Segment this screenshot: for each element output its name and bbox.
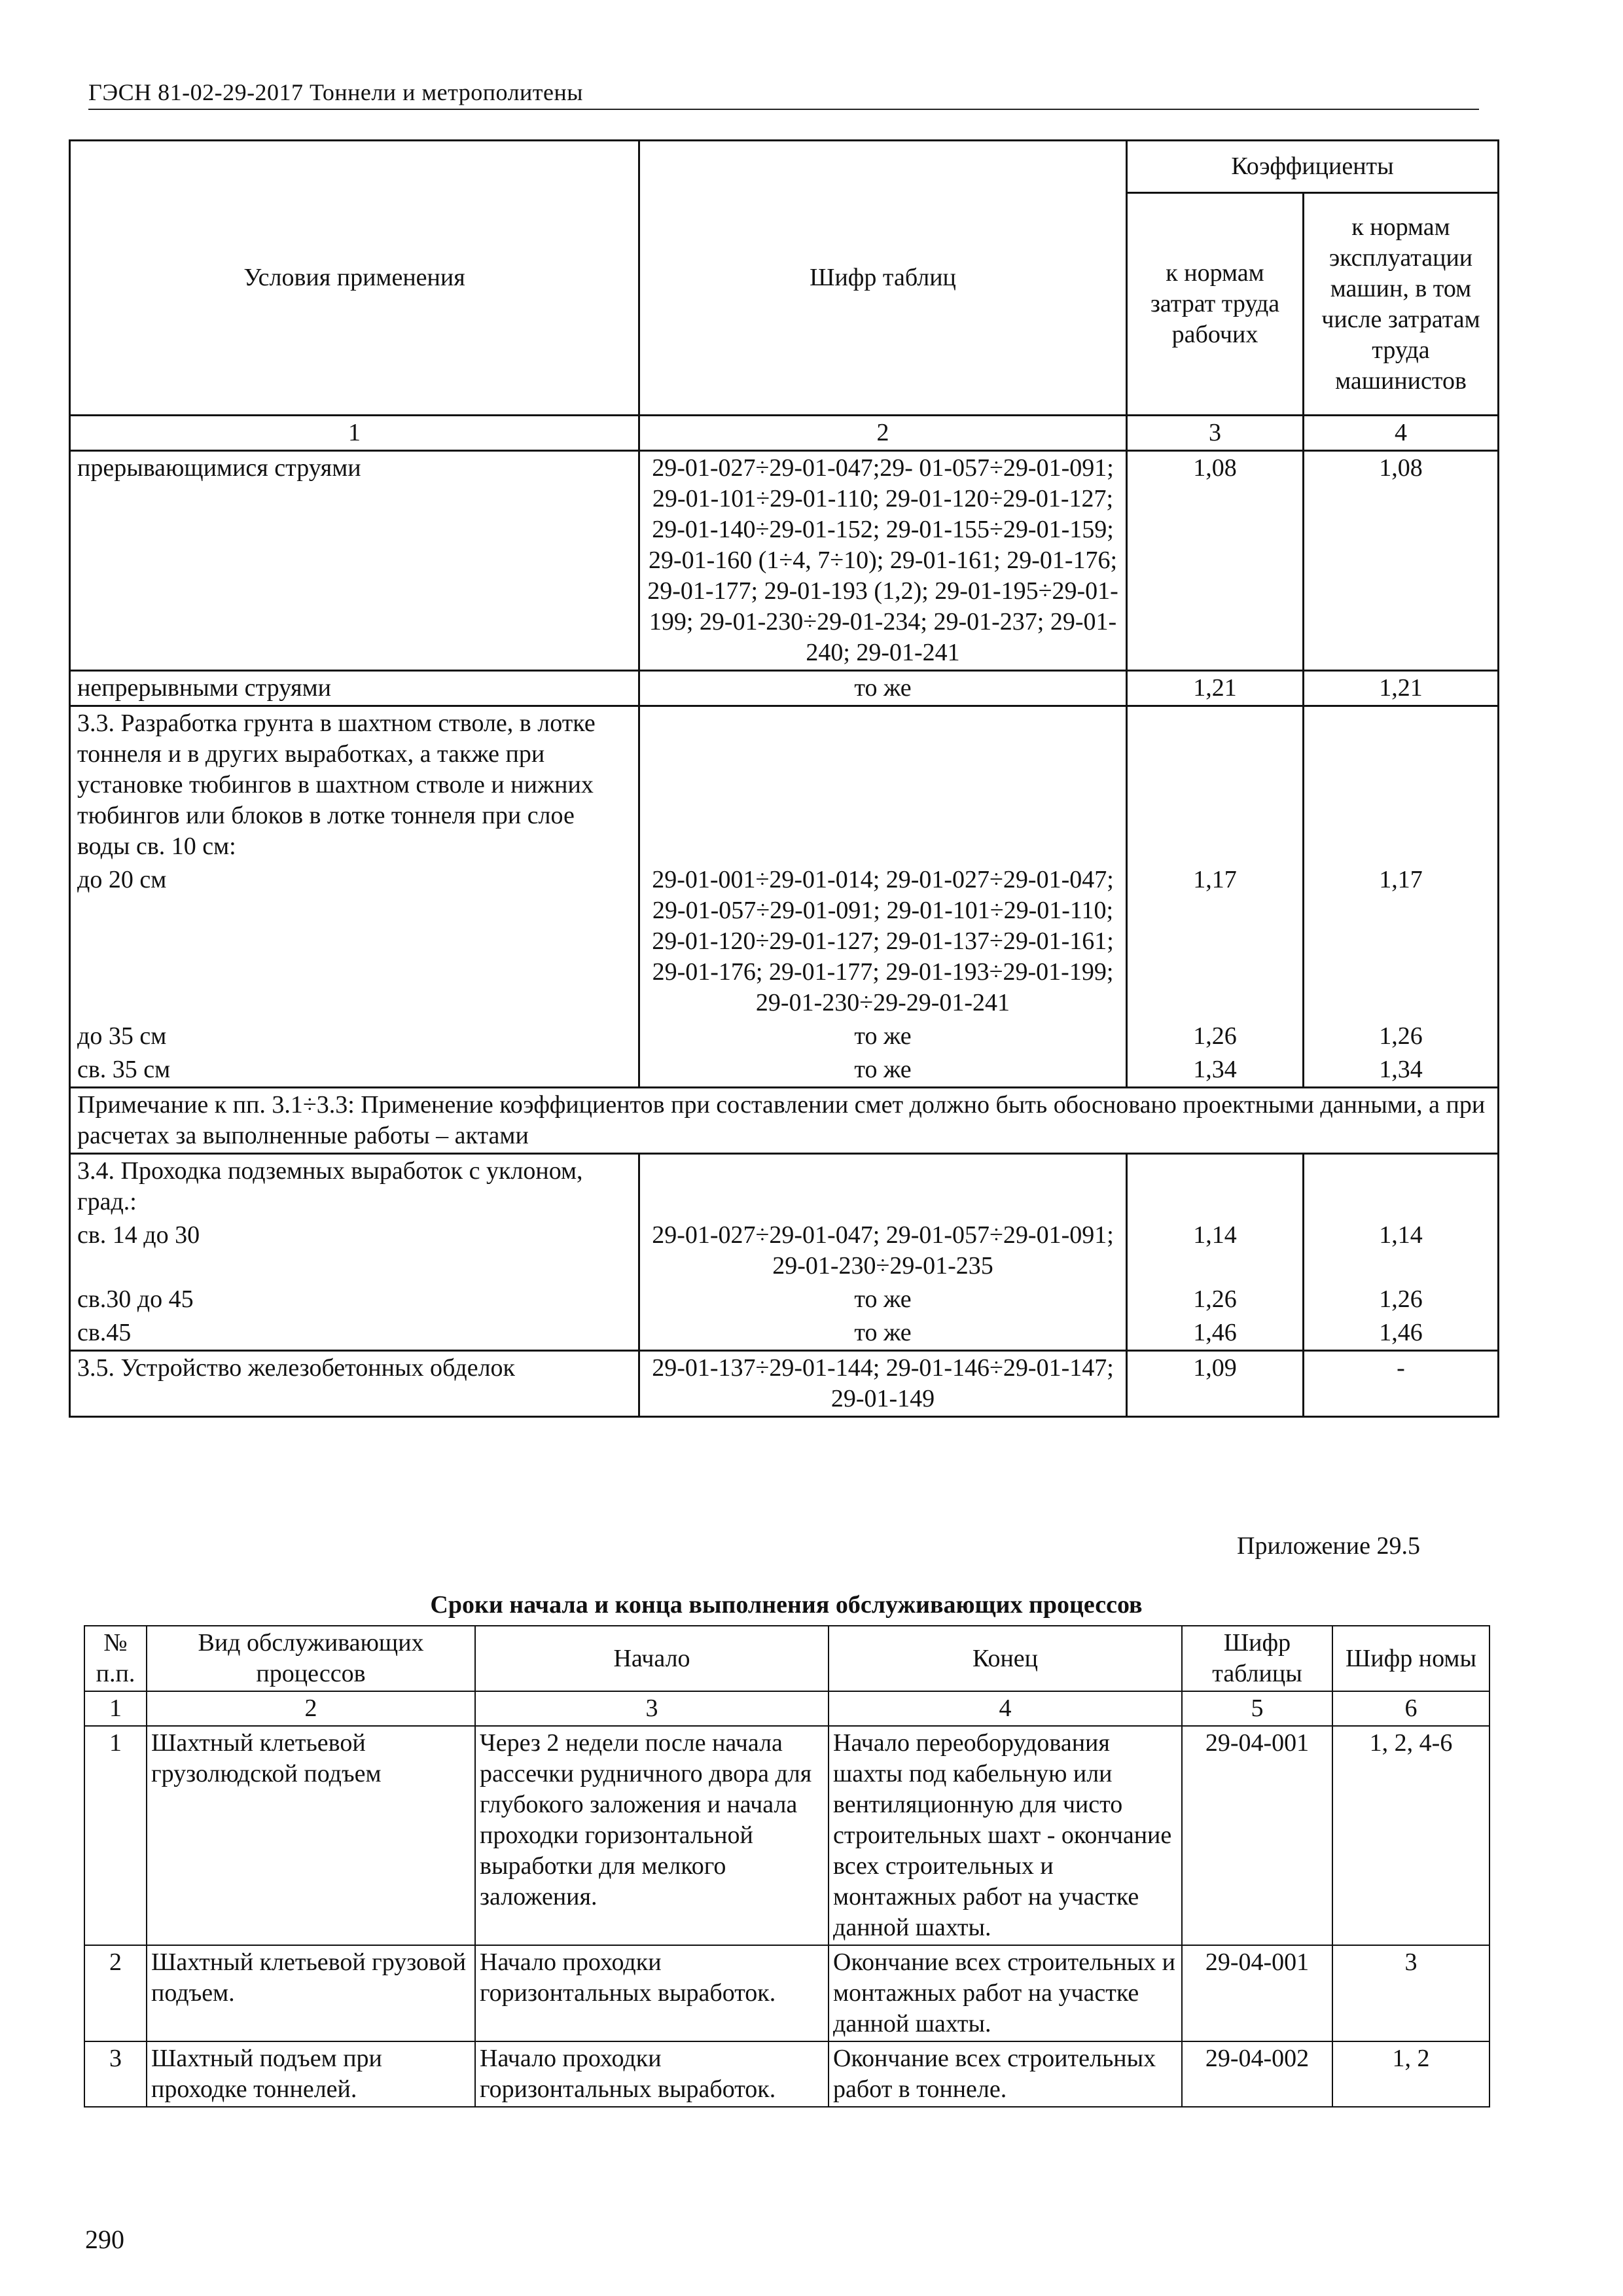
norm-code-cell: 1, 2	[1332, 2041, 1489, 2107]
code-cell: то же	[639, 671, 1127, 706]
table-row	[70, 1020, 1499, 1053]
table-code-cell: 29-04-001	[1182, 1726, 1332, 1945]
page-header: ГЭСН 81-02-29-2017 Тоннели и метрополитены	[88, 79, 583, 105]
labor-coef-cell: 1,34	[1127, 1053, 1304, 1088]
condition-cell: до 20 см	[70, 863, 639, 1020]
table-row	[84, 2041, 1489, 2107]
end-cell: Окончание всех строительных и монтажных работ на участке данной шахты.	[829, 1945, 1182, 2041]
header-conditions: Условия применения	[70, 141, 639, 416]
coefficients-table	[69, 139, 1499, 1418]
code-cell: то же	[639, 1020, 1127, 1053]
header-number: № п.п.	[84, 1626, 147, 1691]
page-number: 290	[85, 2225, 124, 2254]
machine-coef-cell: 1,26	[1304, 1283, 1499, 1316]
note-row	[70, 1088, 1499, 1154]
process-kind-cell: Шахтный подъем при проходке тоннелей.	[147, 2041, 475, 2107]
machine-coef-cell: 1,46	[1304, 1316, 1499, 1351]
table-row	[84, 1945, 1489, 2041]
col-number: 3	[475, 1691, 829, 1726]
header-labor: к нормам затрат труда рабочих	[1127, 193, 1304, 416]
labor-coef-cell: 1,08	[1127, 451, 1304, 671]
header-kind: Вид обслуживающих процессов	[147, 1626, 475, 1691]
col-number: 1	[84, 1691, 147, 1726]
labor-coef-cell: 1,09	[1127, 1351, 1304, 1417]
condition-cell: св.30 до 45	[70, 1283, 639, 1316]
condition-cell: до 35 см	[70, 1020, 639, 1053]
table-row	[70, 1316, 1499, 1351]
col-number: 1	[70, 416, 639, 451]
table-code-cell: 29-04-001	[1182, 1945, 1332, 2041]
table-row	[70, 1154, 1499, 1219]
header-row	[84, 1626, 1489, 1691]
col-number: 4	[1304, 416, 1499, 451]
code-cell	[639, 706, 1127, 864]
labor-coef-cell: 1,17	[1127, 863, 1304, 1020]
code-cell	[639, 1154, 1127, 1219]
code-cell: 29-01-137÷29-01-144; 29-01-146÷29-01-147; 29-01-149	[639, 1351, 1127, 1417]
code-cell: 29-01-027÷29-01-047; 29-01-057÷29-01-091; 29-01-230÷29-01-235	[639, 1219, 1127, 1283]
note-cell: Примечание к пп. 3.1÷3.3: Применение коэффициентов при составлении смет должно быть обосновано проектными данными, а при расчетах за выполненные работы – актами	[70, 1088, 1499, 1154]
code-cell: 29-01-001÷29-01-014; 29-01-027÷29-01-047; 29-01-057÷29-01-091; 29-01-101÷29-01-110; 29-01-120÷29-01-127; 29-01-137÷29-01-161; 29-01-176; 29-01-177; 29-01-193÷29-01-199; 29-01-230÷29-29-01-241	[639, 863, 1127, 1020]
labor-coef-cell: 1,46	[1127, 1316, 1304, 1351]
norm-code-cell: 3	[1332, 1945, 1489, 2041]
row-number: 3	[84, 2041, 147, 2107]
machine-coef-cell: 1,21	[1304, 671, 1499, 706]
table-row	[70, 1219, 1499, 1283]
labor-coef-cell	[1127, 1154, 1304, 1219]
table-row	[70, 451, 1499, 671]
start-cell: Начало проходки горизонтальных выработок.	[475, 1945, 829, 2041]
start-cell: Через 2 недели после начала рассечки рудничного двора для глубокого заложения и начала проходки горизонтальной выработки для мелкого заложения.	[475, 1726, 829, 1945]
row-number: 1	[84, 1726, 147, 1945]
end-cell: Окончание всех строительных работ в тоннеле.	[829, 2041, 1182, 2107]
machine-coef-cell: 1,17	[1304, 863, 1499, 1020]
col-number: 6	[1332, 1691, 1489, 1726]
labor-coef-cell	[1127, 706, 1304, 864]
column-numbers-row	[70, 416, 1499, 451]
table-row	[70, 1283, 1499, 1316]
header-rule	[88, 109, 1479, 110]
col-number: 2	[639, 416, 1127, 451]
col-number: 4	[829, 1691, 1182, 1726]
start-cell: Начало проходки горизонтальных выработок.	[475, 2041, 829, 2107]
labor-coef-cell: 1,14	[1127, 1219, 1304, 1283]
condition-cell: 3.3. Разработка грунта в шахтном стволе, в лотке тоннеля и в других выработках, а также при установке тюбингов в шахтном стволе и нижних тюбингов или блоков в лотке тоннеля при слое воды св. 10 см:	[70, 706, 639, 864]
condition-cell: св.45	[70, 1316, 639, 1351]
table-row	[84, 1726, 1489, 1945]
table-row	[70, 706, 1499, 864]
condition-cell: непрерывными струями	[70, 671, 639, 706]
row-number: 2	[84, 1945, 147, 2041]
table-row	[70, 1351, 1499, 1417]
machine-coef-cell	[1304, 706, 1499, 864]
col-number: 3	[1127, 416, 1304, 451]
header-end: Конец	[829, 1626, 1182, 1691]
header-machines: к нормам эксплуатации машин, в том числе затратам труда машинистов	[1304, 193, 1499, 416]
header-norm-code: Шифр номы	[1332, 1626, 1489, 1691]
table-row	[70, 671, 1499, 706]
table-row	[70, 1053, 1499, 1088]
code-cell: то же	[639, 1316, 1127, 1351]
code-cell: 29-01-027÷29-01-047;29- 01-057÷29-01-091; 29-01-101÷29-01-110; 29-01-120÷29-01-127; 29-01-140÷29-01-152; 29-01-155÷29-01-159; 29-01-160 (1÷4, 7÷10); 29-01-161; 29-01-176; 29-01-177; 29-01-193 (1,2); 29-01-195÷29-01-199; 29-01-230÷29-01-234; 29-01-237; 29-01-240; 29-01-241	[639, 451, 1127, 671]
header-start: Начало	[475, 1626, 829, 1691]
norm-code-cell: 1, 2, 4-6	[1332, 1726, 1489, 1945]
labor-coef-cell: 1,26	[1127, 1020, 1304, 1053]
code-cell: то же	[639, 1283, 1127, 1316]
code-cell: то же	[639, 1053, 1127, 1088]
header-coefficients: Коэффициенты	[1127, 141, 1499, 193]
column-numbers-row	[84, 1691, 1489, 1726]
header-table-code: Шифр таблицы	[1182, 1626, 1332, 1691]
machine-coef-cell: -	[1304, 1351, 1499, 1417]
process-kind-cell: Шахтный клетьевой грузолюдской подъем	[147, 1726, 475, 1945]
table-code-cell: 29-04-002	[1182, 2041, 1332, 2107]
condition-cell: св. 14 до 30	[70, 1219, 639, 1283]
header-code: Шифр таблиц	[639, 141, 1127, 416]
machine-coef-cell: 1,14	[1304, 1219, 1499, 1283]
appendix-label: Приложение 29.5	[1237, 1532, 1420, 1560]
machine-coef-cell: 1,34	[1304, 1053, 1499, 1088]
process-kind-cell: Шахтный клетьевой грузовой подъем.	[147, 1945, 475, 2041]
end-cell: Начало переоборудования шахты под кабельную или вентиляционную для чисто строительных шахт - окончание всех строительных и монтажных работ на участке данной шахты.	[829, 1726, 1182, 1945]
col-number: 5	[1182, 1691, 1332, 1726]
processes-table	[84, 1625, 1490, 2108]
table-row	[70, 863, 1499, 1020]
machine-coef-cell: 1,26	[1304, 1020, 1499, 1053]
labor-coef-cell: 1,26	[1127, 1283, 1304, 1316]
labor-coef-cell: 1,21	[1127, 671, 1304, 706]
machine-coef-cell: 1,08	[1304, 451, 1499, 671]
condition-cell: прерывающимися струями	[70, 451, 639, 671]
machine-coef-cell	[1304, 1154, 1499, 1219]
col-number: 2	[147, 1691, 475, 1726]
condition-cell: 3.4. Проходка подземных выработок с уклоном, град.:	[70, 1154, 639, 1219]
table2-title: Сроки начала и конца выполнения обслуживающих процессов	[430, 1591, 1143, 1619]
condition-cell: 3.5. Устройство железобетонных обделок	[70, 1351, 639, 1417]
condition-cell: св. 35 см	[70, 1053, 639, 1088]
